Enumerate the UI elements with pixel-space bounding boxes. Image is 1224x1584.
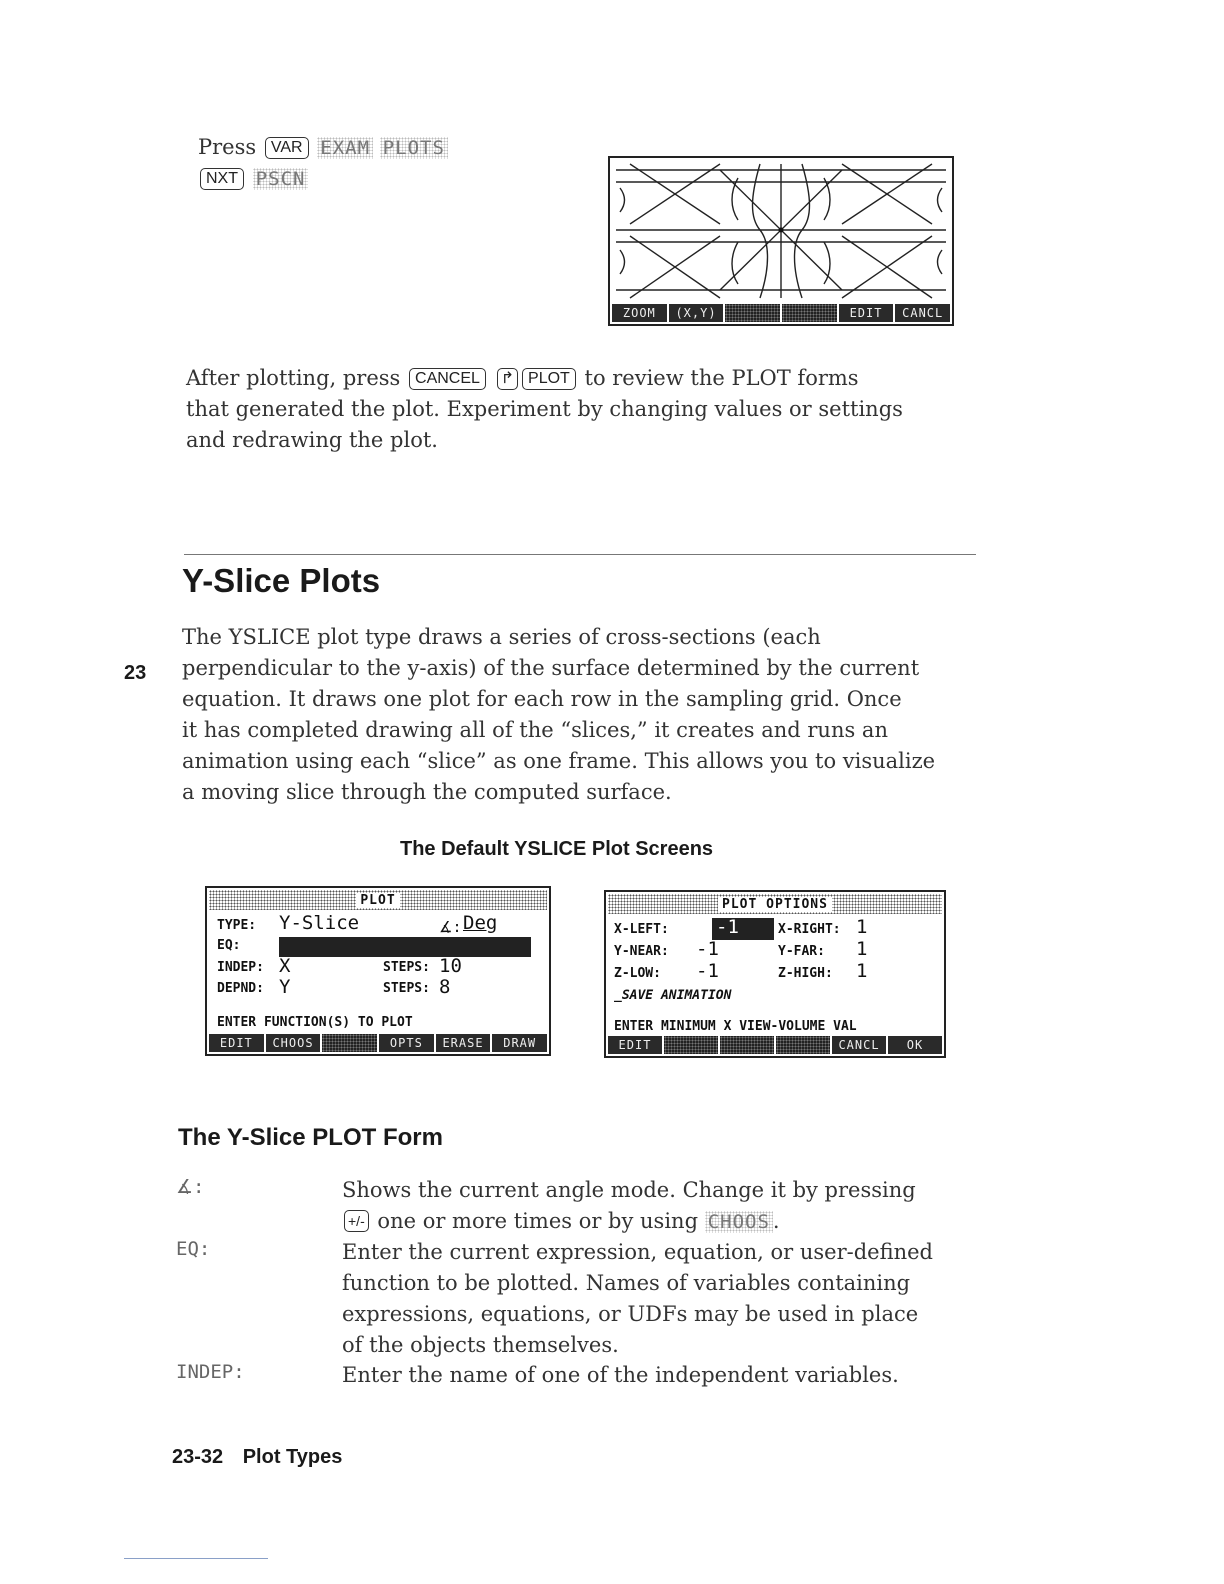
press-word: Press xyxy=(198,135,257,159)
para-line-3: equation. It draws one plot for each row in the sampling grid. Once xyxy=(182,687,902,711)
zlow-label: Z-LOW: xyxy=(614,966,661,981)
page-footer xyxy=(172,1446,342,1469)
menu-blank-2 xyxy=(720,1036,774,1054)
eq-label: EQ: xyxy=(217,938,241,953)
steps1-value[interactable]: 10 xyxy=(439,955,462,977)
xleft-label: X-LEFT: xyxy=(614,922,669,937)
ynear-label: Y-NEAR: xyxy=(614,944,669,959)
menu-blank-2 xyxy=(782,304,837,322)
menu-blank-3 xyxy=(776,1036,830,1054)
para-line-5: animation using each “slice” as one frame. This allows you to visualize xyxy=(182,749,936,773)
after-line-1: After plotting, press CANCEL ↱ PLOT to review the PLOT forms xyxy=(186,366,859,390)
plot-form-screen xyxy=(205,886,551,1056)
plots-softkey: PLOTS xyxy=(380,137,448,159)
yslice-plot-screen xyxy=(608,156,954,326)
var-key: VAR xyxy=(265,137,309,159)
yfar-label: Y-FAR: xyxy=(778,944,825,959)
page-number: 23-32 xyxy=(172,1446,224,1468)
def-term-eq: EQ: xyxy=(176,1238,211,1260)
section-title: Y-Slice Plots xyxy=(182,562,381,599)
type-label: TYPE: xyxy=(217,918,257,933)
chapter-name: Plot Types xyxy=(242,1446,343,1468)
ynear-value[interactable]: -1 xyxy=(696,938,719,960)
yfar-value[interactable]: 1 xyxy=(856,938,868,960)
zhigh-value[interactable]: 1 xyxy=(856,960,868,982)
depnd-label: DEPND: xyxy=(217,981,264,996)
intro-line-2 xyxy=(198,163,308,195)
figure-caption: The Default YSLICE Plot Screens xyxy=(400,838,714,860)
para-line-1: The YSLICE plot type draws a series of cross-sections (each xyxy=(182,625,821,649)
menu-draw[interactable]: DRAW xyxy=(492,1034,547,1052)
intro-line-1 xyxy=(198,132,448,164)
xright-label: X-RIGHT: xyxy=(778,922,841,937)
cancel-key: CANCEL xyxy=(409,368,486,390)
menu-edit[interactable]: EDIT xyxy=(209,1034,264,1052)
after-line-2: that generated the plot. Experiment by changing values or settings xyxy=(186,397,903,421)
plot-form-title: PLOT xyxy=(356,893,399,908)
angle-value[interactable]: Deg xyxy=(463,912,498,934)
depnd-value[interactable]: Y xyxy=(279,976,291,998)
def-body-eq: Enter the current expression, equation, or user-defined function to be plotted. Names of variables containing expressions, equations, or UDFs may be used in place of the objects themselves. xyxy=(342,1240,933,1357)
plot-screen-menu xyxy=(612,304,950,322)
steps1-label: STEPS: xyxy=(383,960,430,975)
menu-blank-1 xyxy=(664,1036,718,1054)
plot-form-title-bar xyxy=(209,890,547,910)
menu-blank xyxy=(322,1034,377,1052)
menu-opts[interactable]: OPTS xyxy=(379,1034,434,1052)
menu-cancl[interactable]: CANCL xyxy=(832,1036,886,1054)
plot-options-menu xyxy=(608,1036,942,1054)
save-animation-checkbox[interactable]: _SAVE ANIMATION xyxy=(614,988,732,1003)
para-line-6: a moving slice through the computed surface. xyxy=(182,780,672,804)
plus-minus-key: +/- xyxy=(344,1210,369,1232)
xright-value[interactable]: 1 xyxy=(856,916,868,938)
nxt-key: NXT xyxy=(200,168,244,190)
section-paragraph xyxy=(182,622,1002,808)
def-body-angle: Shows the current angle mode. Change it by pressing +/- one or more times or by using CHOOS . xyxy=(342,1178,916,1233)
section-rule xyxy=(184,554,976,555)
menu-edit[interactable]: EDIT xyxy=(608,1036,662,1054)
steps2-value[interactable]: 8 xyxy=(439,976,451,998)
zlow-value[interactable]: -1 xyxy=(696,960,719,982)
plot-options-screen xyxy=(604,890,946,1058)
para-line-4: it has completed drawing all of the “slices,” it creates and runs an xyxy=(182,718,888,742)
after-line-3: and redrawing the plot. xyxy=(186,428,438,452)
footer-rule xyxy=(124,1558,268,1559)
def-body-indep: Enter the name of one of the independent variables. xyxy=(342,1363,899,1387)
indep-value[interactable]: X xyxy=(279,955,291,977)
menu-blank-1 xyxy=(725,304,780,322)
def-term-angle: ∡: xyxy=(176,1176,205,1198)
plot-form-menu xyxy=(209,1034,547,1052)
plot-key: PLOT xyxy=(522,368,576,390)
xleft-value[interactable]: -1 xyxy=(716,916,739,938)
eq-field-highlight[interactable] xyxy=(279,937,531,957)
right-shift-key: ↱ xyxy=(497,368,518,390)
angle-label: ∡: xyxy=(439,918,462,936)
plot-options-title: PLOT OPTIONS xyxy=(718,897,832,912)
menu-ok[interactable]: OK xyxy=(888,1036,942,1054)
yslice-plot-graphic xyxy=(610,158,952,304)
menu-choos[interactable]: CHOOS xyxy=(266,1034,321,1052)
pscn-softkey: PSCN xyxy=(253,168,309,190)
plot-options-prompt: ENTER MINIMUM X VIEW-VOLUME VAL xyxy=(614,1019,857,1034)
plot-options-title-bar xyxy=(608,894,942,914)
plot-form-prompt: ENTER FUNCTION(S) TO PLOT xyxy=(217,1015,413,1030)
type-value[interactable]: Y-Slice xyxy=(279,912,360,934)
zhigh-label: Z-HIGH: xyxy=(778,966,833,981)
indep-label: INDEP: xyxy=(217,960,264,975)
chapter-tab: 23 xyxy=(124,662,147,684)
menu-erase[interactable]: ERASE xyxy=(436,1034,491,1052)
after-plotting-paragraph xyxy=(186,363,986,456)
menu-edit[interactable]: EDIT xyxy=(839,304,894,322)
choos-softkey: CHOOS xyxy=(705,1211,773,1233)
form-heading: The Y-Slice PLOT Form xyxy=(178,1124,443,1151)
exam-softkey: EXAM xyxy=(317,137,373,159)
menu-cancl[interactable]: CANCL xyxy=(895,304,950,322)
menu-zoom[interactable]: ZOOM xyxy=(612,304,667,322)
steps2-label: STEPS: xyxy=(383,981,430,996)
menu-xy[interactable]: (X,Y) xyxy=(669,304,724,322)
para-line-2: perpendicular to the y-axis) of the surface determined by the current xyxy=(182,656,920,680)
def-term-indep: INDEP: xyxy=(176,1361,245,1383)
